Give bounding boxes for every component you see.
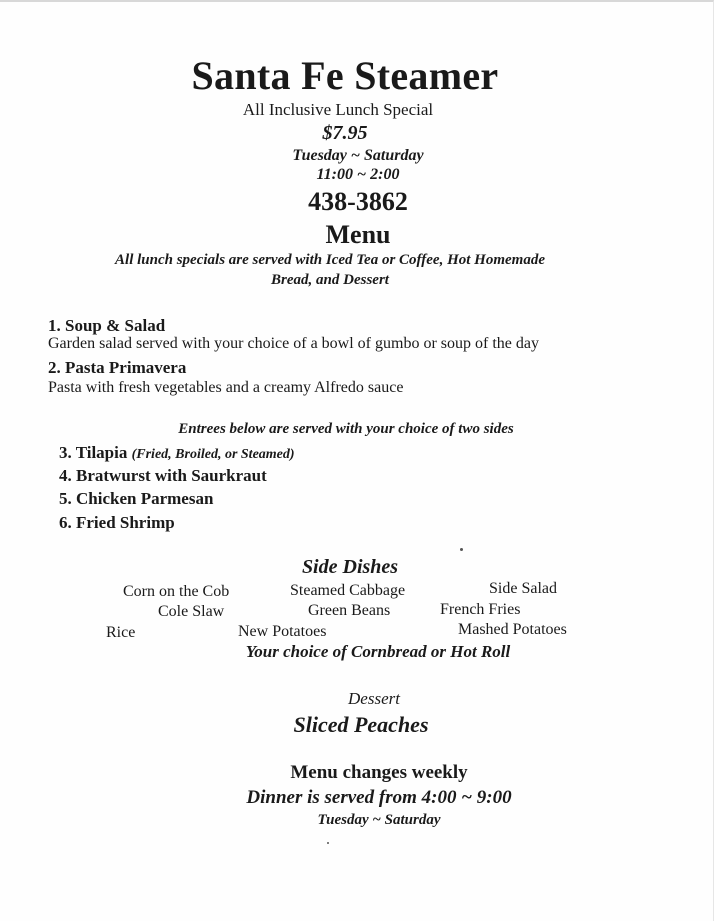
bread-choice: Your choice of Cornbread or Hot Roll (245, 642, 511, 661)
side-item: Corn on the Cob (123, 583, 230, 600)
lunch-hours: 11:00 ~ 2:00 (316, 166, 400, 183)
special-description-1: Garden salad served with your choice of a bowl of gumbo or soup of the day (48, 335, 539, 352)
special-name-2: 2. Pasta Primavera (48, 358, 187, 377)
entrees-note: Entrees below are served with your choice of two sides (178, 421, 514, 437)
side-item: Rice (106, 624, 136, 641)
scan-speck (460, 548, 463, 551)
side-item: French Fries (440, 601, 521, 618)
side-item: Side Salad (489, 580, 557, 597)
side-item: Green Beans (308, 602, 391, 619)
side-item: Steamed Cabbage (290, 582, 406, 599)
side-dishes-heading: Side Dishes (301, 556, 399, 578)
entree-item-6: 6. Fried Shrimp (59, 513, 175, 532)
lunch-note-line-2: Bread, and Dessert (271, 272, 389, 288)
menu-changes-note: Menu changes weekly (290, 762, 468, 783)
lunch-days: Tuesday ~ Saturday (292, 147, 424, 164)
scan-speck (327, 842, 329, 844)
entree-item-5: 5. Chicken Parmesan (59, 489, 214, 508)
lunch-note-line-1: All lunch specials are served with Iced Tea or Coffee, Hot Homemade (115, 252, 545, 268)
lunch-price: $7.95 (322, 122, 368, 144)
special-description-2: Pasta with fresh vegetables and a creamy Alfredo sauce (48, 379, 404, 396)
restaurant-title: Santa Fe Steamer (191, 53, 499, 98)
entree-name: 3. Tilapia (59, 443, 128, 462)
dessert-label: Dessert (348, 689, 400, 708)
entree-qualifier: (Fried, Broiled, or Steamed) (131, 447, 295, 462)
entree-item-4: 4. Bratwurst with Saurkraut (59, 466, 267, 485)
lunch-special-subtitle: All Inclusive Lunch Special (242, 100, 434, 119)
special-name-1: 1. Soup & Salad (48, 316, 166, 335)
side-item: Mashed Potatoes (458, 621, 567, 638)
side-item: New Potatoes (238, 623, 327, 640)
phone-number: 438-3862 (308, 187, 408, 216)
dinner-days: Tuesday ~ Saturday (317, 812, 441, 828)
dessert-item: Sliced Peaches (293, 712, 429, 737)
dinner-hours: Dinner is served from 4:00 ~ 9:00 (246, 787, 512, 808)
menu-heading: Menu (325, 220, 391, 249)
side-item: Cole Slaw (158, 603, 225, 620)
entree-item-3 (59, 443, 295, 463)
